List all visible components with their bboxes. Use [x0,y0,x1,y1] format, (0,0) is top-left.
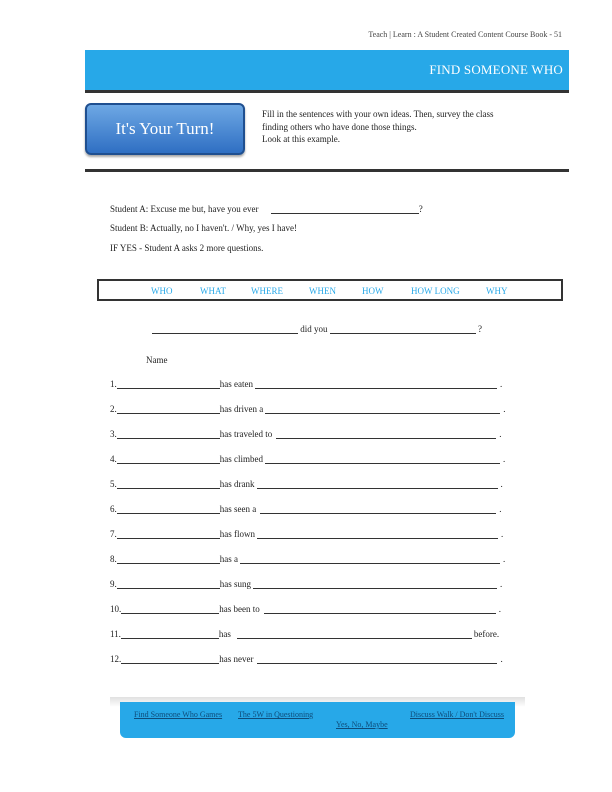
row-answer-blank[interactable] [253,578,497,589]
row-number: 6. [110,504,117,514]
row-name-blank[interactable] [121,653,219,664]
question-word-who: WHO [151,286,173,296]
student-a-text: Student A: Excuse me but, have you ever [110,204,259,214]
row-text: has flown [219,529,255,539]
row-text: has a [219,554,238,564]
row-text: has [218,629,231,639]
survey-row-7 [110,528,503,540]
row-name-blank[interactable] [117,428,220,439]
survey-row-1 [110,378,502,390]
if-yes-line: IF YES - Student A asks 2 more questions. [110,243,264,253]
question-word-how-long: HOW LONG [411,286,460,296]
student-a-blank[interactable] [271,203,419,214]
question-word-where: WHERE [251,286,283,296]
row-name-blank[interactable] [117,403,220,414]
student-a-line [110,203,423,214]
row-number: 7. [110,529,117,539]
survey-row-10 [110,603,501,615]
row-end: . [500,479,503,489]
row-end: . [499,504,502,514]
row-end: . [503,554,506,564]
footer-band [120,702,515,738]
row-answer-blank[interactable] [257,528,498,539]
row-name-blank[interactable] [117,553,220,564]
row-end: . [500,579,503,589]
row-end: . [500,654,503,664]
row-end: . [503,454,506,464]
instructions-line-1: Fill in the sentences with your own ideas. Then, survey the class [262,109,494,119]
row-number: 10. [110,604,122,614]
row-text: has climbed [219,454,263,464]
row-number: 4. [110,454,117,464]
question-verb-blank[interactable] [330,323,476,334]
row-text: has traveled to [219,429,273,439]
running-head: Teach | Learn : A Student Created Content Course Book - 51 [368,30,562,39]
question-frame-end: ? [478,324,483,334]
row-end: . [499,429,502,439]
row-number: 11. [110,629,121,639]
row-answer-blank[interactable] [240,553,500,564]
name-heading: Name [146,355,168,365]
row-end: . [499,379,503,389]
row-end: before. [473,629,500,639]
row-name-blank[interactable] [121,628,219,639]
question-word-how: HOW [362,286,384,296]
row-text: has sung [219,579,251,589]
row-name-blank[interactable] [117,478,220,489]
row-answer-blank[interactable] [257,478,498,489]
instructions [262,108,552,146]
row-text: has driven a [219,404,264,414]
survey-row-3 [110,428,501,440]
row-number: 3. [110,429,117,439]
row-number: 9. [110,579,117,589]
row-answer-blank[interactable] [276,428,496,439]
row-name-blank[interactable] [117,578,220,589]
row-end: . [503,404,506,414]
row-text: has drank [219,479,255,489]
row-name-blank[interactable] [121,603,219,614]
survey-row-9 [110,578,502,590]
row-name-blank[interactable] [117,453,220,464]
its-your-turn-button [85,103,245,155]
survey-row-5 [110,478,503,490]
row-name-blank[interactable] [117,503,220,514]
row-number: 12. [110,654,122,664]
survey-row-2 [110,403,505,415]
question-word-what: WHAT [200,286,226,296]
row-answer-blank[interactable] [264,603,496,614]
footer-link-find-someone-who-games[interactable]: Find Someone Who Games [134,710,223,719]
instructions-line-3: Look at this example. [262,134,340,144]
row-answer-blank[interactable] [255,378,497,389]
row-name-blank[interactable] [117,528,220,539]
student-a-end: ? [418,204,423,214]
row-text: has been to [219,604,260,614]
page-title: FIND SOMEONE WHO [429,62,563,77]
row-number: 2. [110,404,117,414]
question-words-box [97,279,563,301]
question-word-why: WHY [486,286,508,296]
row-answer-blank[interactable] [237,628,472,639]
instructions-line-2: finding others who have done those things. [262,121,417,132]
question-word-when: WHEN [309,286,336,296]
question-word-blank[interactable] [152,323,298,334]
footer-link-5w-questioning[interactable]: The 5W in Questioning [238,710,314,719]
footer-link-yes-no-maybe[interactable]: Yes, No, Maybe [336,720,388,729]
section-divider [85,169,569,172]
row-number: 8. [110,554,117,564]
row-answer-blank[interactable] [257,653,497,664]
row-end: . [501,529,504,539]
title-banner [85,50,569,93]
row-number: 5. [110,479,117,489]
row-name-blank[interactable] [117,378,220,389]
student-b-line: Student B: Actually, no I haven't. / Why, yes I have! [110,223,298,233]
row-text: has eaten [219,379,253,389]
question-frame-middle: did you [300,324,328,334]
row-answer-blank[interactable] [265,403,500,414]
survey-row-6 [110,503,501,515]
row-end: . [498,604,501,614]
row-text: has never [219,654,254,664]
survey-row-12 [110,653,503,665]
footer-link-discuss-walk[interactable]: Discuss Walk / Don't Discuss [410,710,504,719]
its-your-turn-label: It's Your Turn! [115,119,215,138]
question-frame [152,323,482,334]
survey-row-11 [110,628,499,640]
row-answer-blank[interactable] [265,453,500,464]
row-number: 1. [110,379,117,389]
survey-row-8 [110,553,505,565]
survey-row-4 [110,453,505,465]
row-text: has seen a [219,504,257,514]
row-answer-blank[interactable] [260,503,496,514]
